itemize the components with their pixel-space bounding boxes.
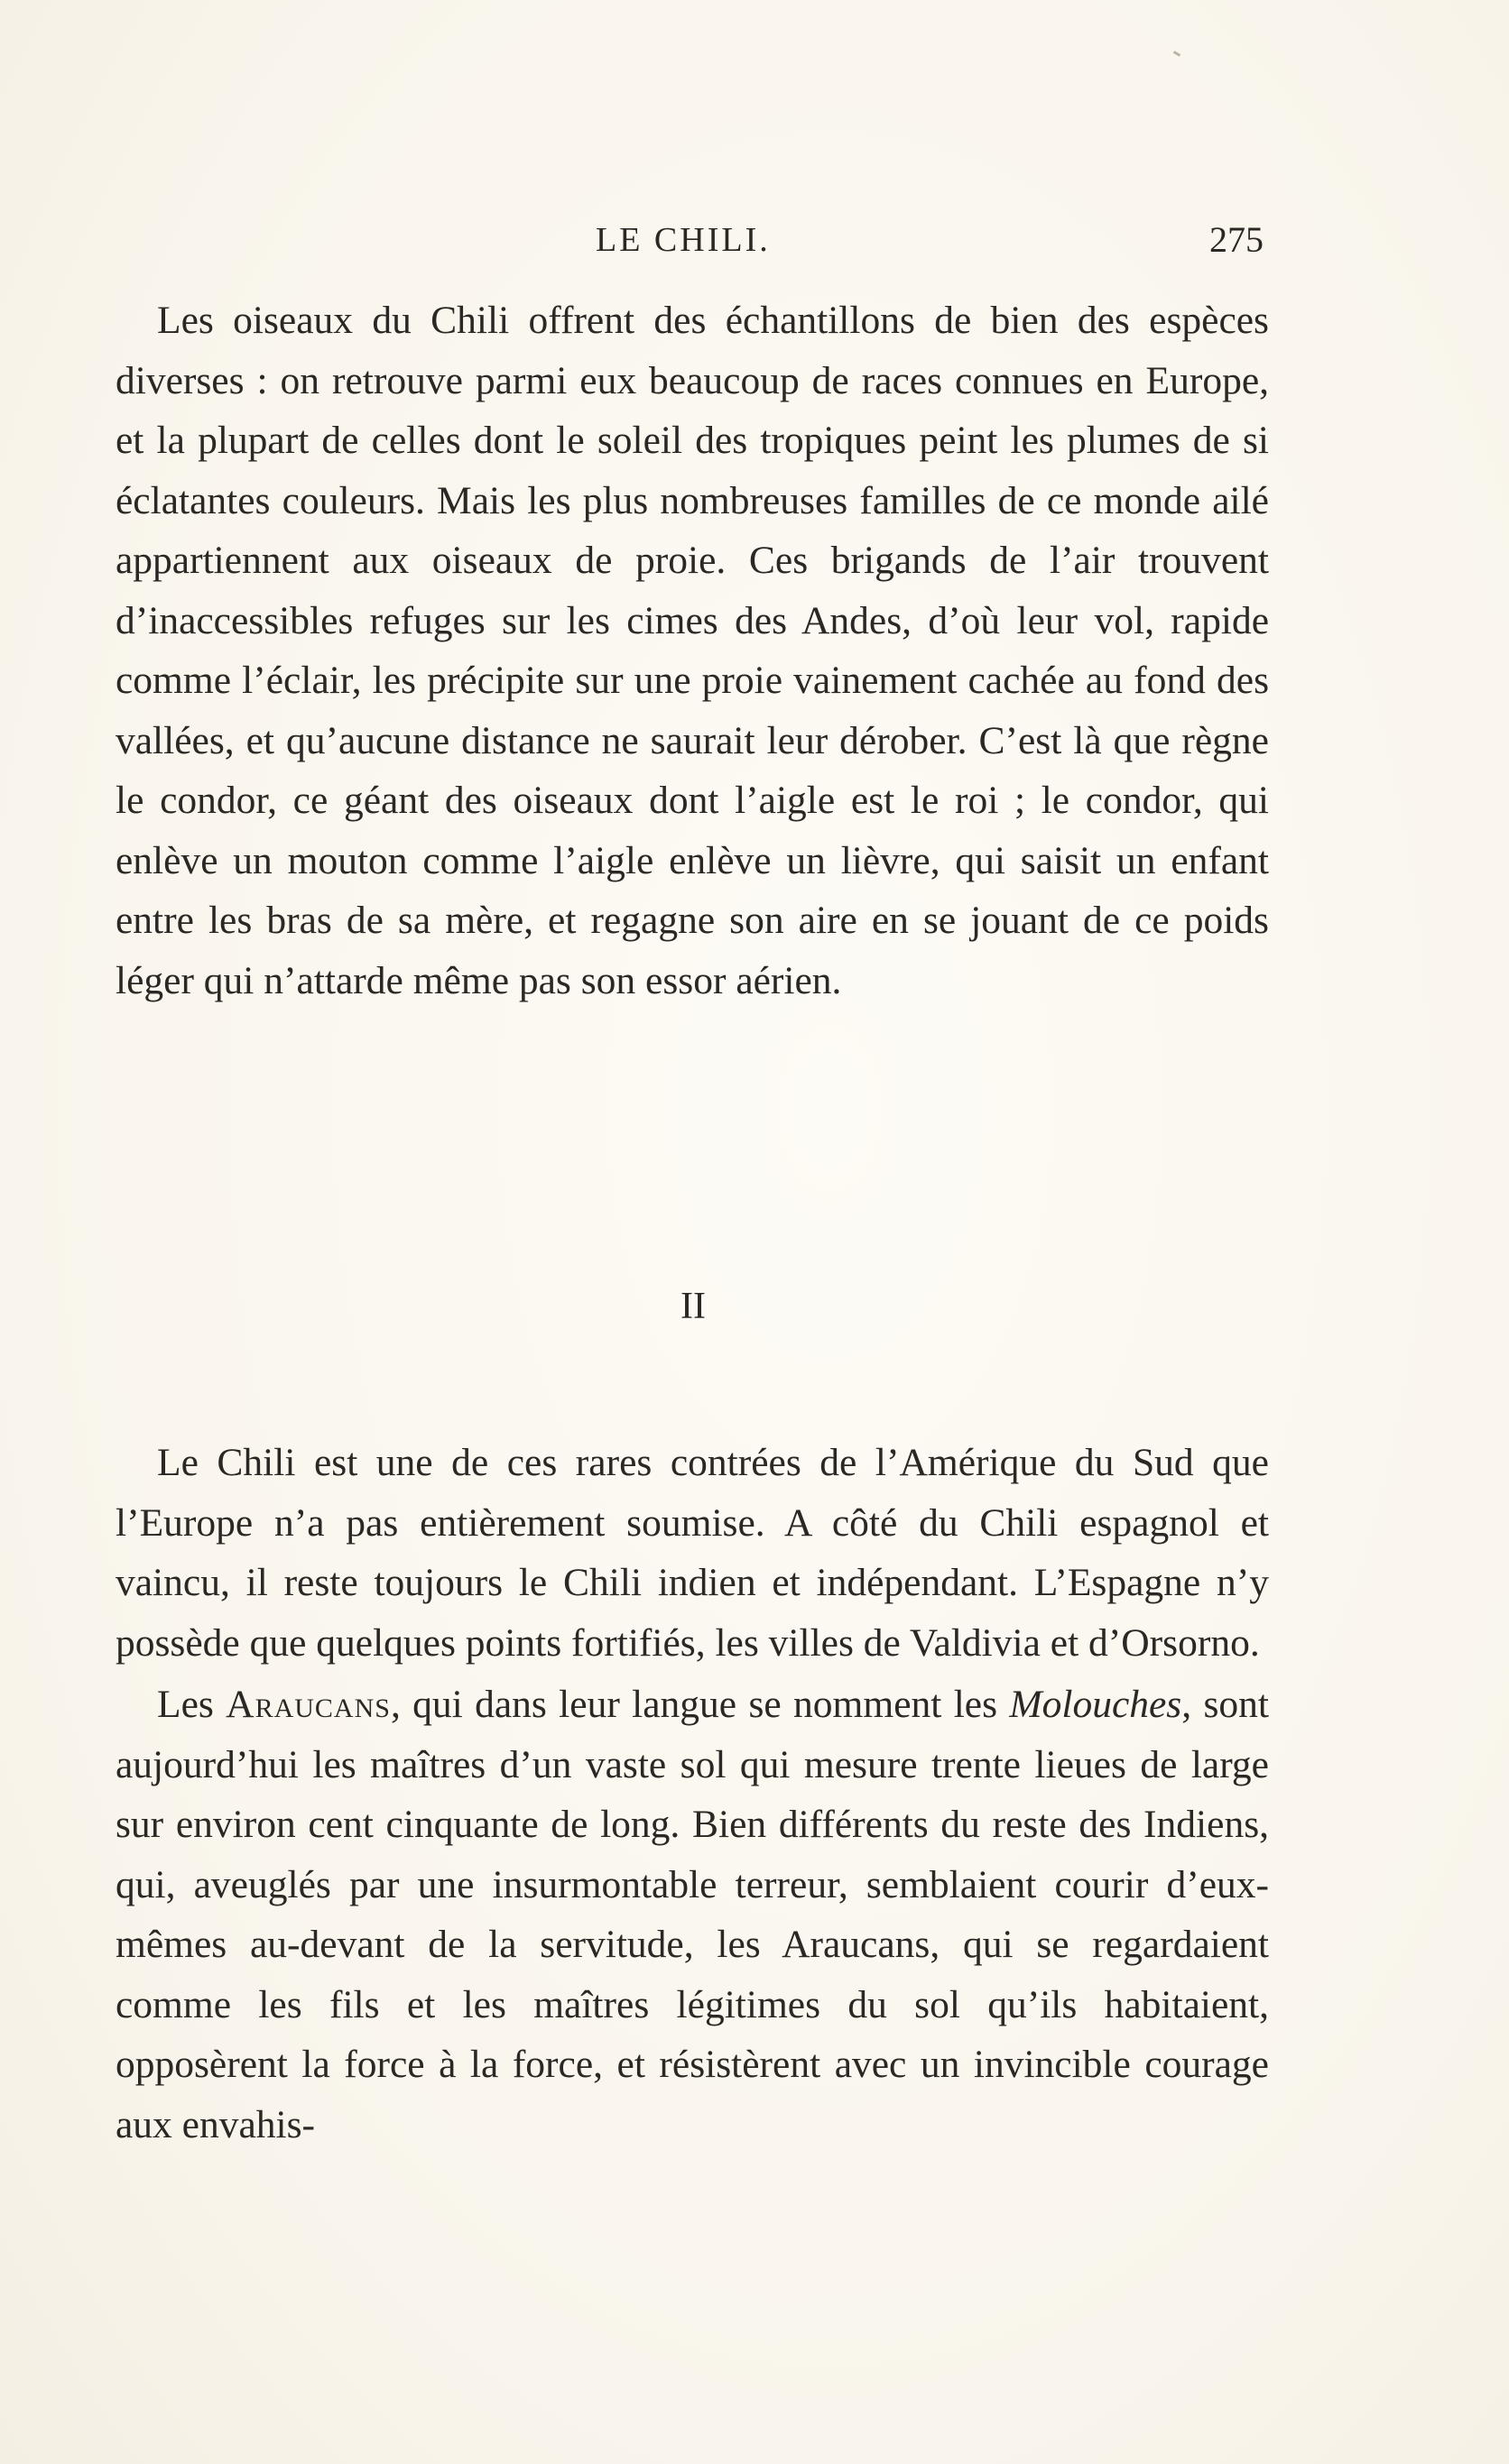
page-number: 275 xyxy=(1209,219,1264,260)
ink-speck xyxy=(1173,51,1180,57)
text-block-top xyxy=(116,291,1269,1011)
page-header xyxy=(0,213,1509,267)
araucans-small-caps: Araucans xyxy=(226,1683,391,1726)
molouches-italic: Molouches xyxy=(1009,1683,1182,1726)
text-block-bottom xyxy=(116,1433,1269,2155)
paragraph-chili-independence: Le Chili est une de ces rares contrées de l’Amérique du Sud que l’Europe n’a pas entièrement soumise. A côté du Chili espagnol et vaincu, il reste toujours le Chili indien et indépendant. L’Espagne n’y possède que quelques points fortifiés, les villes de Valdivia et d’Orsorno. xyxy=(116,1441,1269,1665)
paragraph-birds: Les oiseaux du Chili offrent des échantillons de bien des espèces diverses : on retrouve parmi eux beaucoup de races connues en Europe, et la plupart de celles dont le soleil des tropiques peint les plumes de si éclatantes couleurs. Mais les plus nombreuses familles de ce monde ailé appartiennent aux oiseaux de proie. Ces brigands de l’air trouvent d’inaccessibles refuges sur les cimes des Andes, d’où leur vol, rapide comme l’éclair, les précipite sur une proie vainement cachée au fond des vallées, et qu’aucune distance ne saurait leur dérober. C’est là que règne le condor, ce géant des oiseaux dont l’aigle est le roi ; le condor, qui enlève un mouton comme l’aigle enlève un lièvre, qui saisit un enfant entre les bras de sa mère, et regagne son aire en se jouant de ce poids léger qui n’attarde même pas son essor aérien. xyxy=(116,299,1269,1002)
paragraph-araucans-middle: , qui dans leur langue se nomment les xyxy=(390,1683,1010,1726)
paragraph-araucans-end: , sont aujourd’hui les maîtres d’un vaste sol qui mesure trente lieues de large sur environ cent cinquante de long. Bien différents du reste des Indiens, qui, aveuglés par une insurmontable terreur, semblaient courir d’eux-mêmes au-devant de la servitude, les Araucans, qui se regardaient comme les fils et les maîtres légitimes du sol qu’ils habitaient, opposèrent la force à la force, et résistèrent avec un invincible courage aux envahis- xyxy=(116,1683,1269,2146)
running-title: LE CHILI. xyxy=(596,221,771,259)
paragraph-araucans xyxy=(116,1675,1269,2155)
section-heading: II xyxy=(680,1286,706,1327)
paragraph-araucans-start: Les xyxy=(157,1683,227,1726)
